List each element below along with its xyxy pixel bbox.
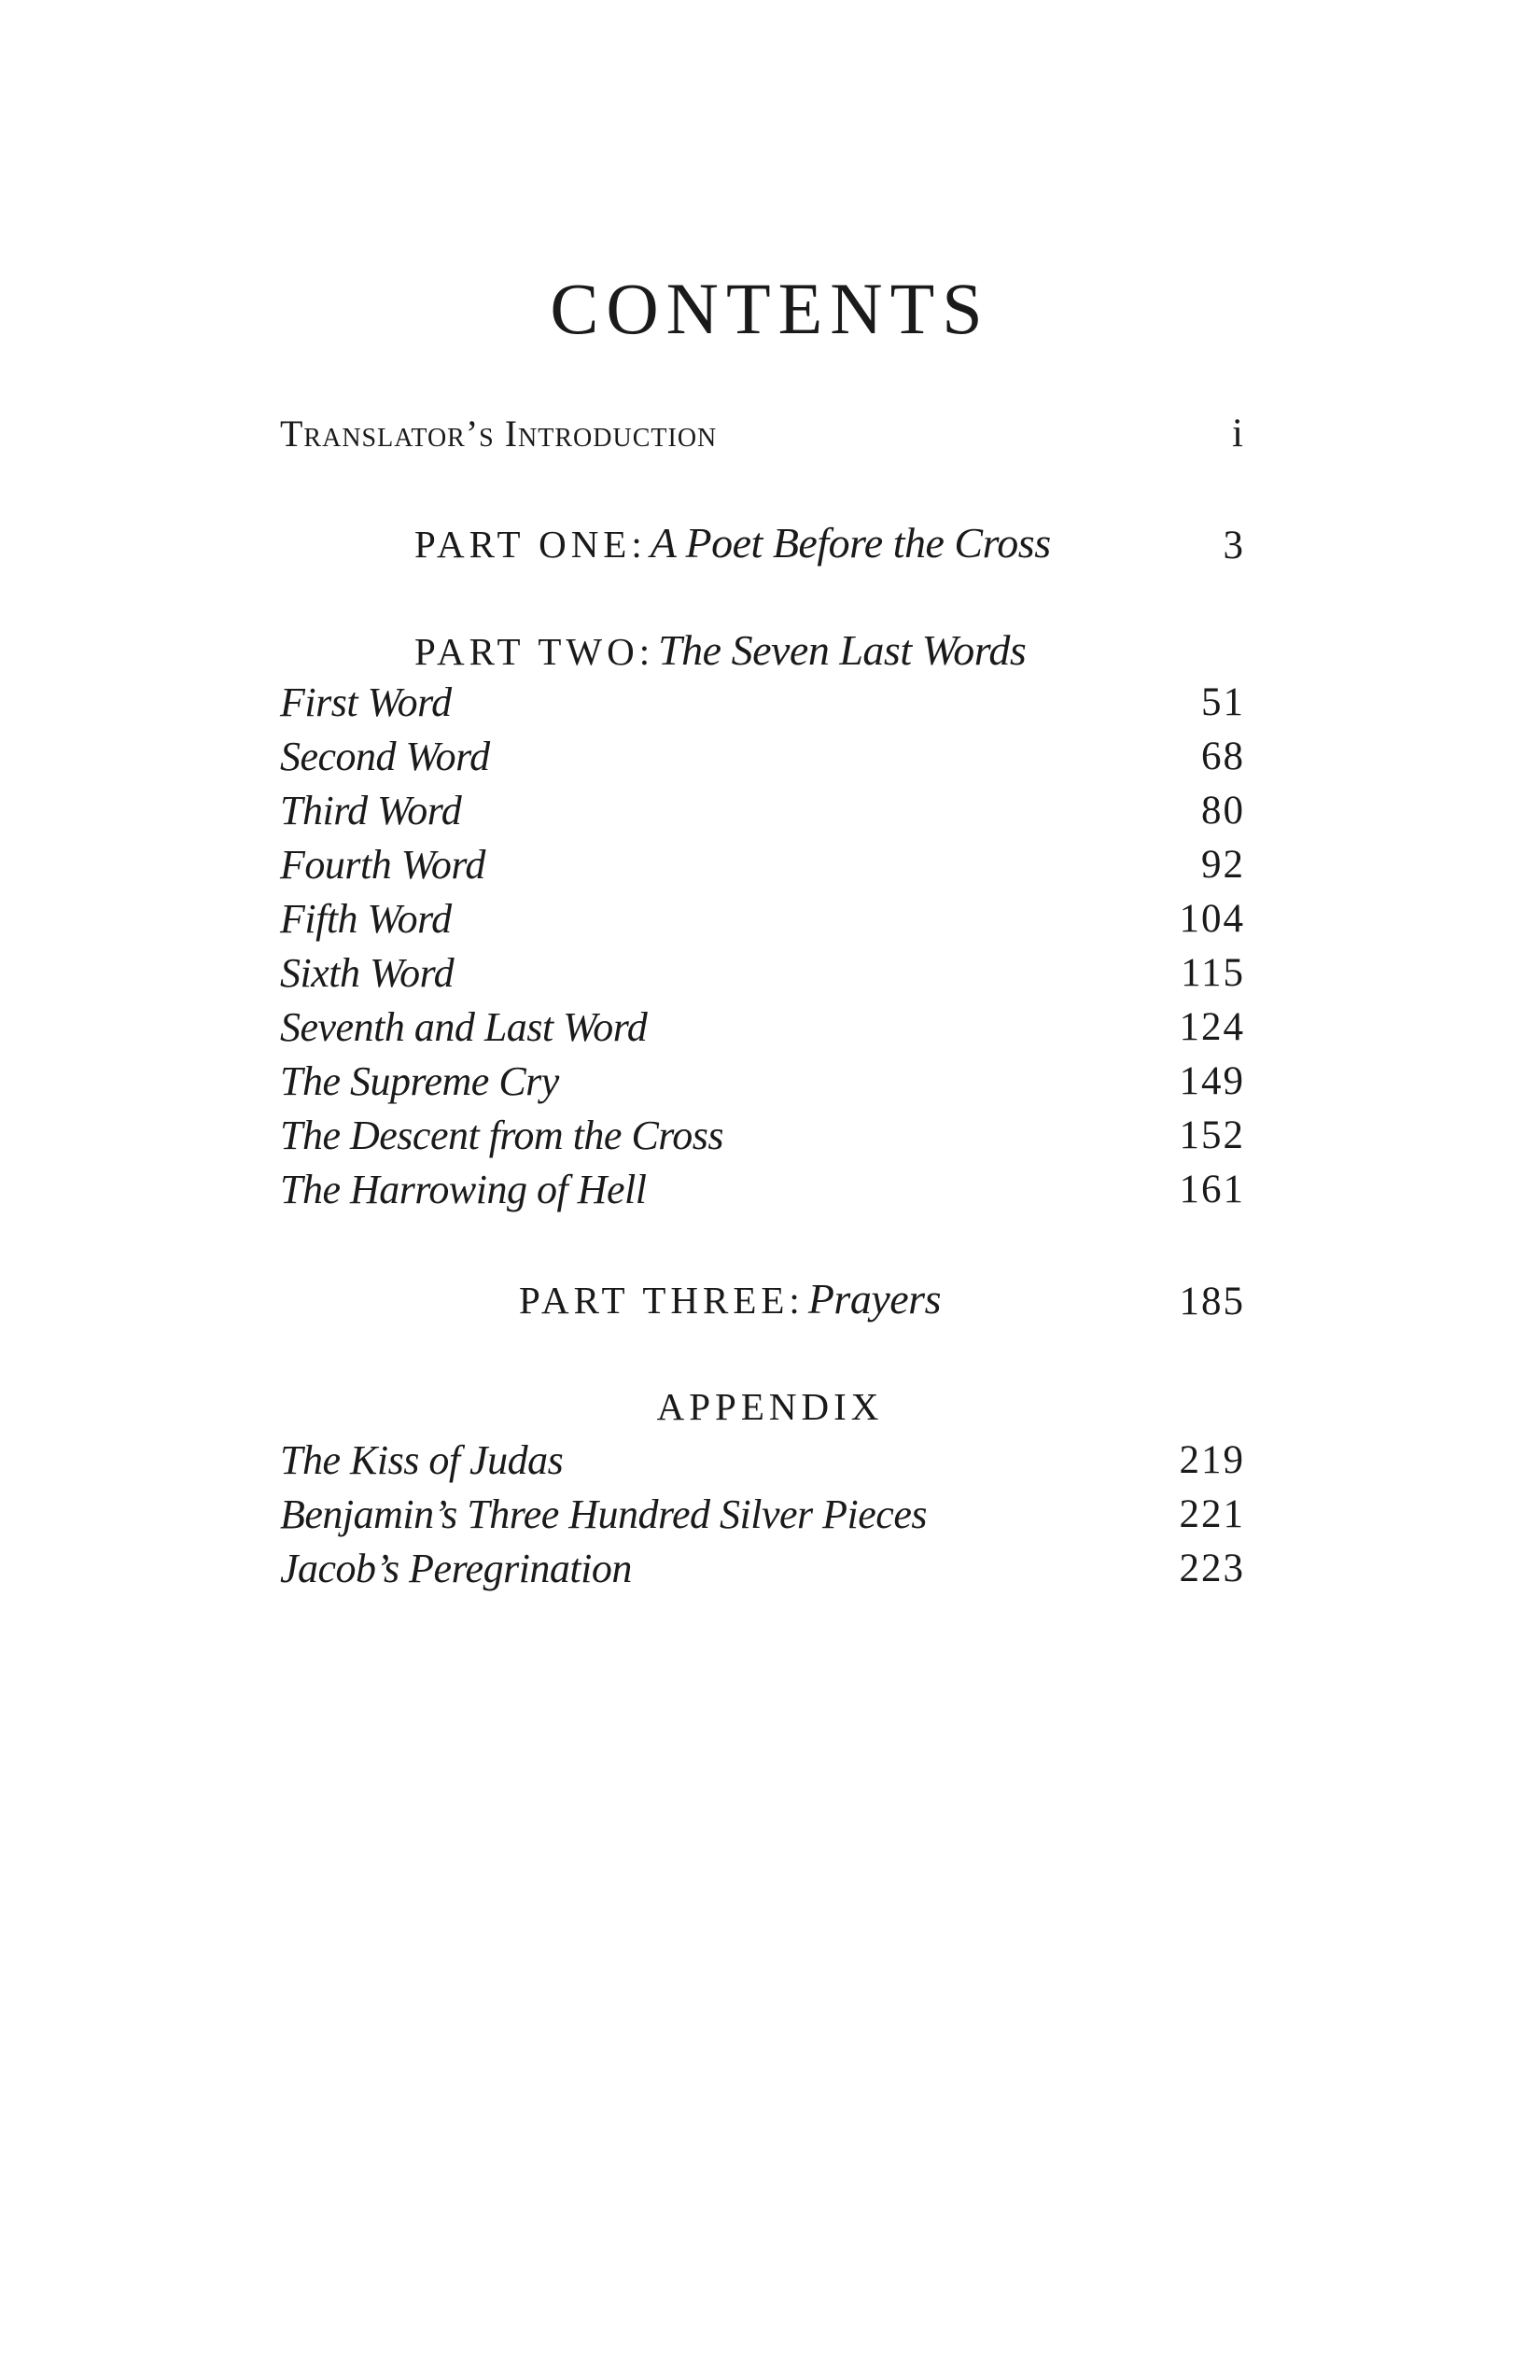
toc-entry[interactable] <box>280 1055 1245 1109</box>
toc-entry[interactable] <box>280 1542 1245 1596</box>
toc-entry-label: The Supreme Cry <box>280 1058 559 1104</box>
part-one-name: PART ONE: <box>414 523 647 566</box>
toc-entry-page: 51 <box>1201 680 1245 724</box>
part-one-subtitle: A Poet Before the Cross <box>650 519 1051 567</box>
toc-entry[interactable] <box>280 1488 1245 1542</box>
toc-entry-page: 223 <box>1179 1547 1245 1590</box>
toc-entry-page: 219 <box>1179 1438 1245 1482</box>
part-two-name: PART TWO: <box>414 630 655 673</box>
toc-entry-label: First Word <box>280 679 452 725</box>
toc-entry-label: The Descent from the Cross <box>280 1113 724 1158</box>
toc-entry-page: 92 <box>1201 843 1245 887</box>
part-two-subtitle: The Seven Last Words <box>658 626 1027 674</box>
toc-entry-label: Second Word <box>280 734 490 779</box>
toc-entry-label: Jacob’s Peregrination <box>280 1546 632 1591</box>
toc-entry-page: 104 <box>1179 897 1245 941</box>
part-three-page-row <box>280 1275 1245 1329</box>
appendix-heading: APPENDIX <box>656 1385 884 1428</box>
page-title: CONTENTS <box>550 268 990 349</box>
toc-entry-page: 115 <box>1181 951 1245 995</box>
toc-entry-label: The Kiss of Judas <box>280 1437 564 1483</box>
toc-entry-page: 161 <box>1179 1168 1245 1211</box>
toc-entry[interactable] <box>280 838 1245 892</box>
toc-entry-page: 152 <box>1179 1113 1245 1157</box>
toc-entry-label: Seventh and Last Word <box>280 1004 648 1050</box>
toc-entry-page: 124 <box>1179 1005 1245 1049</box>
toc-entry-page: 221 <box>1179 1492 1245 1536</box>
toc-entry-label: Fourth Word <box>280 842 485 888</box>
part-one-page: 3 <box>1223 524 1245 567</box>
toc-entry-page: 68 <box>1201 735 1245 778</box>
toc-entry-label: Sixth Word <box>280 950 455 996</box>
toc-entry[interactable] <box>280 1001 1245 1055</box>
toc-entry-introduction[interactable] <box>280 407 1245 461</box>
part-three-page: 185 <box>1179 1280 1245 1323</box>
toc-entry-label: Benjamin’s Three Hundred Silver Pieces <box>280 1491 927 1537</box>
toc-entry[interactable] <box>280 946 1245 1001</box>
part-one-page-row <box>280 519 1245 573</box>
toc-entry[interactable] <box>280 1109 1245 1163</box>
part-two-heading <box>414 621 1026 680</box>
toc-entry[interactable] <box>280 1163 1245 1217</box>
toc-entry-page: 149 <box>1179 1059 1245 1103</box>
toc-entry[interactable] <box>280 784 1245 838</box>
toc-entry-page: i <box>1232 412 1245 455</box>
toc-entry-label: Fifth Word <box>280 896 452 942</box>
toc-entry-page: 80 <box>1201 789 1245 833</box>
toc-entry[interactable] <box>280 1434 1245 1488</box>
toc-entry[interactable] <box>280 676 1245 730</box>
part-three-name: PART THREE: <box>519 1279 805 1322</box>
toc-entry-label: The Harrowing of Hell <box>280 1167 647 1212</box>
toc-entry[interactable] <box>280 730 1245 784</box>
toc-entry[interactable] <box>280 892 1245 946</box>
toc-entry-label: Third Word <box>280 788 462 833</box>
part-three-subtitle: Prayers <box>807 1275 941 1323</box>
toc-entry-label: Translator’s Introduction <box>280 413 718 455</box>
